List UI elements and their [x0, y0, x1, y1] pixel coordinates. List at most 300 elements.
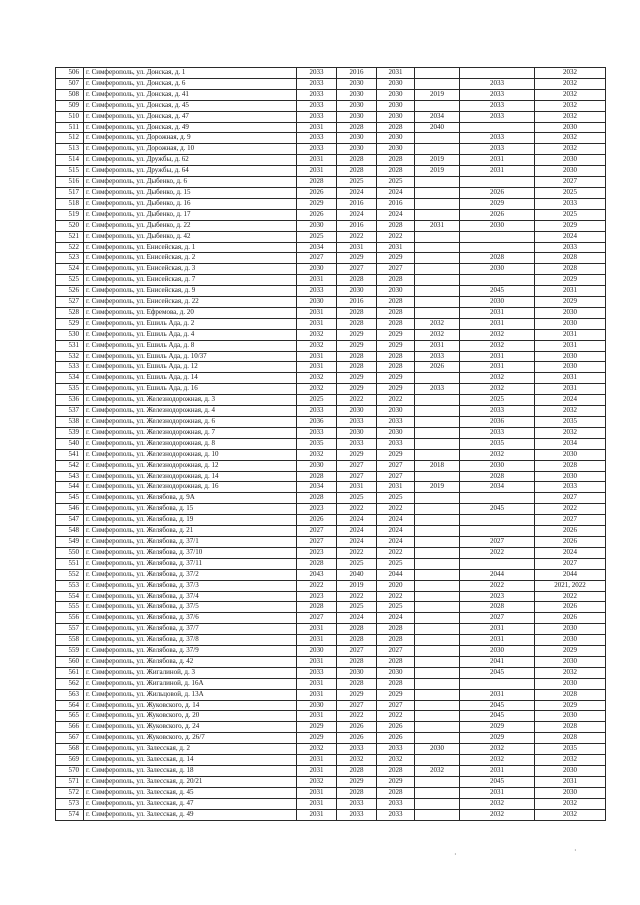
year-cell: 2031	[297, 689, 337, 700]
year-cell	[415, 504, 460, 515]
table-row	[56, 68, 606, 79]
year-cell: 2029	[535, 297, 606, 308]
year-cell	[415, 569, 460, 580]
year-cell	[415, 602, 460, 613]
year-cell	[415, 678, 460, 689]
year-cell: 2023	[297, 591, 337, 602]
row-number: 517	[56, 187, 84, 198]
year-cell: 2030	[535, 787, 606, 798]
year-cell: 2032	[535, 144, 606, 155]
row-number: 540	[56, 438, 84, 449]
year-cell: 2044	[377, 569, 415, 580]
year-cell: 2029	[377, 449, 415, 460]
row-number: 546	[56, 504, 84, 515]
year-cell: 2024	[535, 395, 606, 406]
year-cell: 2028	[377, 220, 415, 231]
year-cell	[415, 624, 460, 635]
year-cell: 2028	[377, 787, 415, 798]
table-row	[56, 351, 606, 362]
year-cell: 2016	[337, 220, 377, 231]
year-cell: 2031	[297, 711, 337, 722]
year-cell: 2026	[297, 515, 337, 526]
address-cell: г. Симферополь, ул. Залесская, д. 14	[84, 755, 297, 766]
year-cell: 2022	[297, 580, 337, 591]
year-cell: 2028	[297, 493, 337, 504]
row-number: 549	[56, 536, 84, 547]
year-cell: 2035	[297, 438, 337, 449]
address-cell: г. Симферополь, ул. Дыбенко, д. 16	[84, 198, 297, 209]
year-cell: 2028	[297, 602, 337, 613]
table-row	[56, 427, 606, 438]
year-cell: 2025	[337, 493, 377, 504]
year-cell: 2040	[415, 122, 460, 133]
row-number: 555	[56, 602, 84, 613]
year-cell: 2030	[377, 89, 415, 100]
table-row	[56, 373, 606, 384]
year-cell	[415, 144, 460, 155]
year-cell	[415, 656, 460, 667]
year-cell: 2028	[535, 689, 606, 700]
year-cell: 2026	[535, 613, 606, 624]
year-cell: 2033	[460, 406, 535, 417]
table-row	[56, 536, 606, 547]
year-cell	[415, 700, 460, 711]
year-cell: 2032	[460, 373, 535, 384]
year-cell	[415, 667, 460, 678]
address-cell: г. Симферополь, ул. Енисейская, д. 1	[84, 242, 297, 253]
year-cell: 2028	[377, 307, 415, 318]
table-row	[56, 318, 606, 329]
year-cell: 2030	[535, 307, 606, 318]
year-cell: 2028	[337, 766, 377, 777]
year-cell: 2022	[377, 395, 415, 406]
address-cell: г. Симферополь, ул. Дыбенко, д. 22	[84, 220, 297, 231]
address-cell: г. Симферополь, ул. Донская, д. 49	[84, 122, 297, 133]
row-number: 543	[56, 471, 84, 482]
table-row	[56, 493, 606, 504]
year-cell: 2030	[535, 155, 606, 166]
year-cell: 2033	[337, 809, 377, 820]
address-cell: г. Симферополь, ул. Ефремова, д. 20	[84, 307, 297, 318]
address-cell: г. Симферополь, ул. Донская, д. 1	[84, 68, 297, 79]
year-cell: 2031	[297, 624, 337, 635]
year-cell: 2029	[535, 220, 606, 231]
year-cell: 2031	[297, 635, 337, 646]
row-number: 560	[56, 656, 84, 667]
year-cell: 2031	[415, 340, 460, 351]
table-row	[56, 209, 606, 220]
year-cell: 2030	[535, 362, 606, 373]
row-number: 515	[56, 166, 84, 177]
year-cell: 2031	[460, 155, 535, 166]
address-cell: г. Симферополь, ул. Жигалиной, д. 16А	[84, 678, 297, 689]
row-number: 563	[56, 689, 84, 700]
year-cell: 2031	[460, 166, 535, 177]
year-cell: 2024	[337, 515, 377, 526]
year-cell: 2030	[460, 220, 535, 231]
row-number: 508	[56, 89, 84, 100]
table-row	[56, 406, 606, 417]
year-cell: 2030	[460, 460, 535, 471]
year-cell: 2031	[535, 776, 606, 787]
year-cell: 2016	[337, 297, 377, 308]
year-cell: 2026	[337, 733, 377, 744]
year-cell	[415, 787, 460, 798]
year-cell: 2019	[415, 482, 460, 493]
address-cell: г. Симферополь, ул. Залесская, д. 47	[84, 798, 297, 809]
address-cell: г. Симферополь, ул. Жильцовой, д. 13А	[84, 689, 297, 700]
year-cell	[415, 646, 460, 657]
year-cell: 2020	[377, 580, 415, 591]
year-cell: 2031	[297, 351, 337, 362]
year-cell: 2033	[377, 744, 415, 755]
year-cell: 2032	[460, 329, 535, 340]
row-number: 534	[56, 373, 84, 384]
year-cell: 2022	[337, 711, 377, 722]
year-cell: 2032	[460, 340, 535, 351]
table-row	[56, 798, 606, 809]
row-number: 548	[56, 526, 84, 537]
year-cell: 2031	[460, 689, 535, 700]
year-cell	[415, 177, 460, 188]
address-cell: г. Симферополь, ул. Желябова, д. 37/3	[84, 580, 297, 591]
year-cell	[415, 591, 460, 602]
year-cell: 2028	[337, 624, 377, 635]
table-row	[56, 100, 606, 111]
row-number: 524	[56, 264, 84, 275]
row-number: 556	[56, 613, 84, 624]
table-row	[56, 547, 606, 558]
year-cell: 2030	[535, 766, 606, 777]
address-cell: г. Симферополь, ул. Желябова, д. 37/5	[84, 602, 297, 613]
year-cell	[415, 198, 460, 209]
year-cell: 2029	[460, 198, 535, 209]
year-cell	[415, 449, 460, 460]
year-cell: 2028	[337, 787, 377, 798]
row-number: 552	[56, 569, 84, 580]
year-cell: 2028	[377, 766, 415, 777]
year-cell: 2031	[297, 787, 337, 798]
row-number: 551	[56, 558, 84, 569]
table-row	[56, 329, 606, 340]
year-cell: 2034	[535, 438, 606, 449]
year-cell: 2030	[535, 351, 606, 362]
table-row	[56, 155, 606, 166]
address-cell: г. Симферополь, ул. Желябова, д. 37/4	[84, 591, 297, 602]
year-cell: 2030	[535, 624, 606, 635]
address-cell: г. Симферополь, ул. Желябова, д. 37/1	[84, 536, 297, 547]
year-cell: 2024	[337, 209, 377, 220]
year-cell: 2030	[297, 264, 337, 275]
year-cell: 2032	[460, 384, 535, 395]
row-number: 547	[56, 515, 84, 526]
row-number: 574	[56, 809, 84, 820]
year-cell: 2024	[377, 515, 415, 526]
table-row	[56, 602, 606, 613]
address-cell: г. Симферополь, ул. Ешиль Ада, д. 4	[84, 329, 297, 340]
year-cell: 2033	[297, 286, 337, 297]
year-cell: 2031	[377, 68, 415, 79]
year-cell	[415, 471, 460, 482]
year-cell: 2026	[535, 536, 606, 547]
year-cell: 2032	[460, 798, 535, 809]
year-cell: 2030	[337, 667, 377, 678]
year-cell: 2026	[535, 526, 606, 537]
year-cell	[460, 526, 535, 537]
row-number: 545	[56, 493, 84, 504]
year-cell: 2033	[460, 133, 535, 144]
row-number: 513	[56, 144, 84, 155]
table-row	[56, 231, 606, 242]
year-cell: 2031	[460, 351, 535, 362]
row-number: 569	[56, 755, 84, 766]
year-cell: 2019	[337, 580, 377, 591]
year-cell	[415, 307, 460, 318]
year-cell: 2026	[337, 722, 377, 733]
year-cell: 2029	[460, 722, 535, 733]
year-cell: 2031	[297, 656, 337, 667]
year-cell: 2030	[535, 449, 606, 460]
table-row	[56, 613, 606, 624]
year-cell: 2032	[535, 755, 606, 766]
year-cell: 2024	[377, 526, 415, 537]
year-cell: 2030	[337, 286, 377, 297]
address-cell: г. Симферополь, ул. Залесская, д. 49	[84, 809, 297, 820]
address-cell: г. Симферополь, ул. Железнодорожная, д. 3	[84, 395, 297, 406]
year-cell: 2028	[297, 177, 337, 188]
table-row	[56, 678, 606, 689]
year-cell: 2024	[377, 536, 415, 547]
year-cell	[415, 100, 460, 111]
year-cell	[415, 373, 460, 384]
year-cell	[415, 515, 460, 526]
year-cell: 2045	[460, 700, 535, 711]
year-cell: 2033	[297, 406, 337, 417]
year-cell: 2030	[377, 78, 415, 89]
year-cell	[415, 733, 460, 744]
year-cell: 2031	[460, 362, 535, 373]
address-cell: г. Симферополь, ул. Залесская, д. 20/21	[84, 776, 297, 787]
year-cell: 2032	[297, 744, 337, 755]
year-cell: 2016	[337, 198, 377, 209]
table-row	[56, 766, 606, 777]
row-number: 541	[56, 449, 84, 460]
table-row	[56, 438, 606, 449]
year-cell	[460, 515, 535, 526]
year-cell: 2031	[297, 678, 337, 689]
year-cell: 2027	[377, 646, 415, 657]
table-row	[56, 591, 606, 602]
year-cell: 2023	[460, 591, 535, 602]
year-cell: 2028	[377, 351, 415, 362]
year-cell: 2028	[535, 722, 606, 733]
year-cell: 2025	[377, 177, 415, 188]
year-cell: 2030	[377, 667, 415, 678]
year-cell: 2025	[297, 395, 337, 406]
year-cell: 2016	[377, 198, 415, 209]
year-cell: 2022	[460, 580, 535, 591]
year-cell: 2028	[377, 297, 415, 308]
year-cell: 2032	[535, 809, 606, 820]
table-row	[56, 515, 606, 526]
row-number: 559	[56, 646, 84, 657]
table-row	[56, 482, 606, 493]
year-cell: 2033	[297, 68, 337, 79]
year-cell: 2032	[297, 776, 337, 787]
address-cell: г. Симферополь, ул. Железнодорожная, д. 7	[84, 427, 297, 438]
year-cell: 2024	[377, 209, 415, 220]
year-cell: 2027	[535, 515, 606, 526]
year-cell: 2033	[297, 111, 337, 122]
row-number: 506	[56, 68, 84, 79]
address-cell: г. Симферополь, ул. Ешиль Ада, д. 12	[84, 362, 297, 373]
year-cell: 2033	[297, 667, 337, 678]
year-cell: 2028	[377, 635, 415, 646]
address-cell: г. Симферополь, ул. Желябова, д. 37/7	[84, 624, 297, 635]
year-cell: 2028	[297, 471, 337, 482]
year-cell: 2030	[415, 744, 460, 755]
address-cell: г. Симферополь, ул. Ешиль Ада, д. 16	[84, 384, 297, 395]
year-cell: 2035	[535, 744, 606, 755]
year-cell: 2029	[377, 384, 415, 395]
year-cell: 2032	[460, 809, 535, 820]
year-cell: 2029	[377, 329, 415, 340]
table-row	[56, 275, 606, 286]
table-row	[56, 78, 606, 89]
address-cell: г. Симферополь, ул. Дыбенко, д. 15	[84, 187, 297, 198]
row-number: 550	[56, 547, 84, 558]
year-cell: 2028	[460, 471, 535, 482]
year-cell: 2029	[337, 329, 377, 340]
year-cell: 2028	[377, 166, 415, 177]
year-cell: 2029	[337, 776, 377, 787]
year-cell	[415, 722, 460, 733]
year-cell: 2030	[297, 297, 337, 308]
year-cell: 2022	[377, 504, 415, 515]
row-number: 523	[56, 253, 84, 264]
address-cell: г. Симферополь, ул. Залесская, д. 18	[84, 766, 297, 777]
year-cell: 2023	[297, 504, 337, 515]
year-cell	[415, 798, 460, 809]
row-number: 544	[56, 482, 84, 493]
year-cell: 2029	[535, 646, 606, 657]
year-cell: 2032	[297, 384, 337, 395]
address-cell: г. Симферополь, ул. Дыбенко, д. 6	[84, 177, 297, 188]
year-cell: 2030	[535, 122, 606, 133]
address-cell: г. Симферополь, ул. Ешиль Ада, д. 2	[84, 318, 297, 329]
year-cell: 2028	[337, 678, 377, 689]
address-cell: г. Симферополь, ул. Железнодорожная, д. 4	[84, 406, 297, 417]
year-cell: 2022	[337, 591, 377, 602]
year-cell: 2030	[337, 78, 377, 89]
year-cell: 2029	[337, 253, 377, 264]
year-cell	[415, 395, 460, 406]
year-cell: 2031	[460, 624, 535, 635]
year-cell: 2031	[297, 122, 337, 133]
table-row	[56, 122, 606, 133]
year-cell: 2027	[377, 264, 415, 275]
year-cell	[460, 678, 535, 689]
year-cell: 2028	[377, 624, 415, 635]
year-cell: 2028	[377, 678, 415, 689]
year-cell	[415, 427, 460, 438]
year-cell: 2029	[297, 722, 337, 733]
table-row	[56, 307, 606, 318]
row-number: 572	[56, 787, 84, 798]
table-body	[56, 68, 606, 821]
year-cell: 2032	[297, 340, 337, 351]
year-cell: 2024	[535, 547, 606, 558]
table-row	[56, 297, 606, 308]
year-cell: 2026	[297, 209, 337, 220]
year-cell: 2033	[415, 384, 460, 395]
year-cell: 2022	[377, 231, 415, 242]
address-cell: г. Симферополь, ул. Жигалиной, д. 3	[84, 667, 297, 678]
year-cell	[415, 242, 460, 253]
year-cell: 2032	[297, 373, 337, 384]
address-cell: г. Симферополь, ул. Ешиль Ада, д. 14	[84, 373, 297, 384]
year-cell: 2022	[460, 547, 535, 558]
year-cell	[415, 68, 460, 79]
year-cell: 2032	[535, 111, 606, 122]
year-cell: 2032	[415, 329, 460, 340]
year-cell: 2028	[535, 460, 606, 471]
table-row	[56, 286, 606, 297]
table-row	[56, 133, 606, 144]
address-cell: г. Симферополь, ул. Енисейская, д. 22	[84, 297, 297, 308]
table-row	[56, 722, 606, 733]
year-cell: 2032	[535, 89, 606, 100]
year-cell: 2033	[297, 144, 337, 155]
row-number: 564	[56, 700, 84, 711]
table-row	[56, 340, 606, 351]
row-number: 510	[56, 111, 84, 122]
year-cell: 2029	[297, 198, 337, 209]
year-cell: 2033	[535, 242, 606, 253]
table-row	[56, 755, 606, 766]
year-cell: 2030	[535, 711, 606, 722]
year-cell: 2030	[297, 700, 337, 711]
address-cell: г. Симферополь, ул. Железнодорожная, д. 14	[84, 471, 297, 482]
year-cell: 2024	[337, 187, 377, 198]
row-number: 539	[56, 427, 84, 438]
row-number: 573	[56, 798, 84, 809]
year-cell: 2026	[297, 187, 337, 198]
table-row	[56, 504, 606, 515]
row-number: 542	[56, 460, 84, 471]
year-cell: 2030	[297, 646, 337, 657]
year-cell: 2031	[297, 307, 337, 318]
year-cell: 2027	[377, 700, 415, 711]
year-cell: 2043	[297, 569, 337, 580]
year-cell: 2032	[460, 755, 535, 766]
year-cell: 2031	[535, 373, 606, 384]
year-cell: 2044	[460, 569, 535, 580]
year-cell: 2030	[337, 406, 377, 417]
year-cell: 2041	[460, 656, 535, 667]
row-number: 527	[56, 297, 84, 308]
address-cell: г. Симферополь, ул. Дружбы, д. 62	[84, 155, 297, 166]
year-cell: 2028	[460, 602, 535, 613]
row-number: 514	[56, 155, 84, 166]
row-number: 525	[56, 275, 84, 286]
year-cell: 2031	[460, 766, 535, 777]
address-cell: г. Симферополь, ул. Жуковского, д. 26/7	[84, 733, 297, 744]
year-cell	[415, 438, 460, 449]
table-row	[56, 558, 606, 569]
table-row	[56, 177, 606, 188]
table-row	[56, 526, 606, 537]
